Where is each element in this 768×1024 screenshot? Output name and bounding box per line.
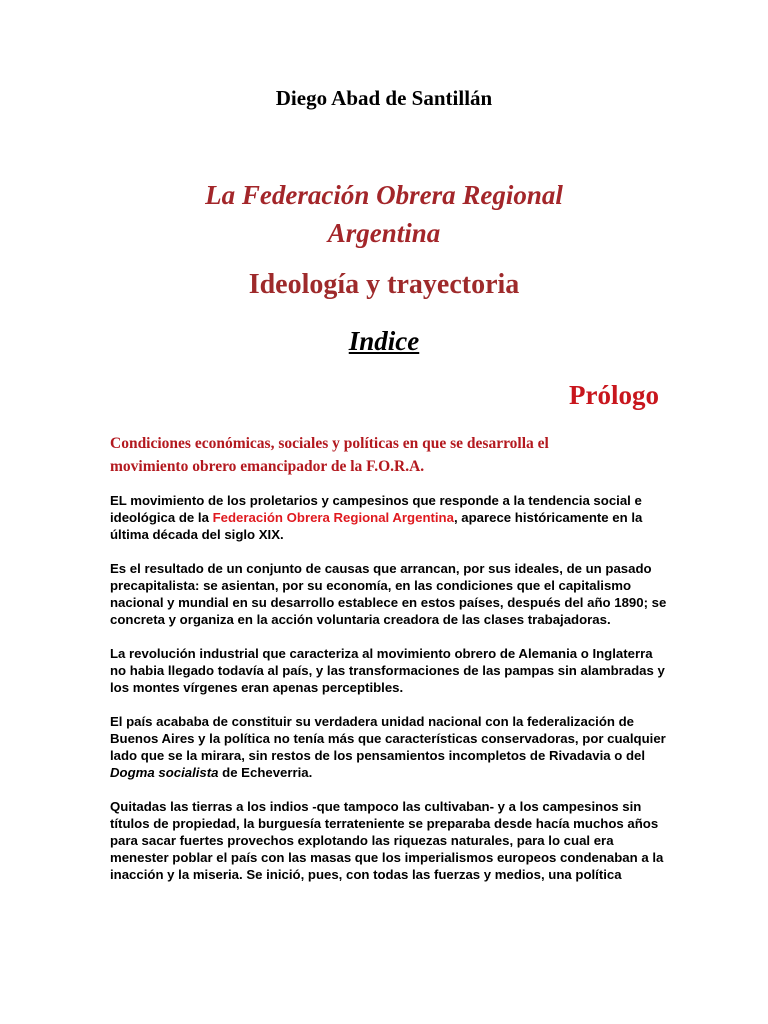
section-heading-line-1: Condiciones económicas, sociales y políticas en que se desarrolla el [110,435,549,452]
paragraph-2: Es el resultado de un conjunto de causas que arrancan, por sus ideales, de un pasado precapitalista: se asientan, por su economía, en las condiciones que el capitalismo nacional y mundial en su desarrollo establece en estos países, después del año 1890; se concreta y organiza en la acción voluntaria creadora de las clases trabajadoras. [110,561,667,627]
paragraph-4-text-end: de Echeverria. [218,765,313,780]
title-line-1: La Federación Obrera Regional [205,180,563,210]
paragraph-1 [110,492,670,543]
dogma-socialista-italic: Dogma socialista [110,765,219,780]
prologue-heading: Prólogo [569,380,659,410]
paragraph-3: La revolución industrial que caracteriza al movimiento obrero de Alemania o Inglaterra no habia llegado todavía al país, y las transformaciones de las pampas sin alambradas y los montes vírgenes eran apenas perceptibles. [110,646,665,695]
document-title [0,176,768,252]
section-heading [110,432,670,478]
body-text [110,492,670,900]
section-heading-line-2: movimiento obrero emancipador de la F.O.R.A. [110,458,425,475]
paragraph-1-text: EL movimiento de los proletarios y campesinos que responde a la tendencia social e ideológica de la [110,493,642,525]
paragraph-1-text-end: , aparece históricamente en la última década del siglo XIX. [110,510,643,542]
paragraph-5: Quitadas las tierras a los indios -que tampoco las cultivaban- y a los campesinos sin títulos de propiedad, la burguesía terrateniente se preparaba desde hacía muchos años para sacar fuertes provechos explotando las riquezas naturales, para lo cual era menester poblar el país con las masas que los imperialismos europeos condenaban a la inacción y la miseria. Se inició, pues, con todas las fuerzas y medios, una política [110,799,664,882]
document-subtitle: Ideología y trayectoria [248,269,520,300]
paragraph-4 [110,713,670,781]
fora-highlight: Federación Obrera Regional Argentina [212,510,454,525]
paragraph-4-text: El país acababa de constituir su verdadera unidad nacional con la federalización de Buenos Aires y la política no tenía más que características conservadoras, por cualquier lado que se la mirara, sin restos de los pensamientos incompletos de Rivadavia o del [110,714,666,763]
author-name: Diego Abad de Santillán [275,86,493,110]
index-heading: Indice [348,326,420,356]
title-line-2: Argentina [327,218,441,248]
